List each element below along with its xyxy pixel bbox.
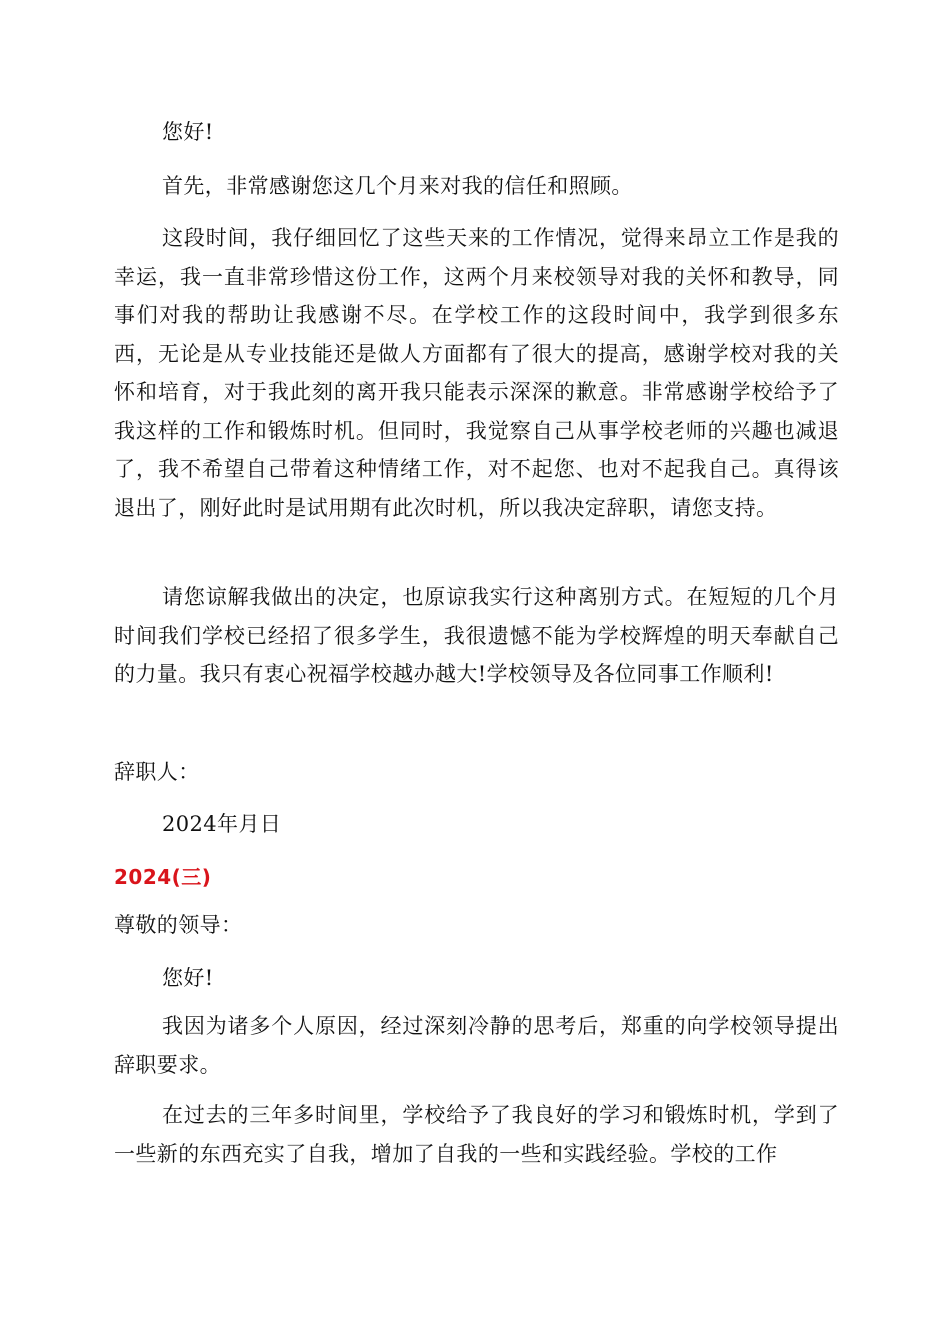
salutation: 尊敬的领导： <box>114 913 243 937</box>
paragraph-past-years: 在过去的三年多时间里，学校给予了我良好的学习和锻炼时机，学到了一些新的东西充实了自我，增加了自我的一些和实践经验。学校的工作 <box>114 1103 839 1166</box>
paragraph-apology: 请您谅解我做出的决定，也原谅我实行这种离别方式。在短短的几个月时间我们学校已经招了很多学生，我很遗憾不能为学校辉煌的明天奉献自己的力量。我只有衷心祝福学校越办越大!学校领导及各位同事工作顺利! <box>114 585 839 686</box>
section-heading: 2024(三) <box>114 865 212 889</box>
paragraph-resignation-request: 我因为诸多个人原因，经过深刻冷静的思考后，郑重的向学校领导提出辞职要求。 <box>114 1014 839 1077</box>
greeting-2: 您好! <box>162 966 214 990</box>
paragraph-thanks: 首先，非常感谢您这几个月来对我的信任和照顾。 <box>162 174 633 198</box>
date-line: 2024年月日 <box>162 812 282 836</box>
paragraph-reflection: 这段时间，我仔细回忆了这些天来的工作情况，觉得来昂立工作是我的幸运，我一直非常珍惜这份工作，这两个月来校领导对我的关怀和教导，同事们对我的帮助让我感谢不尽。在学校工作的这段时间中，我学到很多东西，无论是从专业技能还是做人方面都有了很大的提高，感谢学校对我的关怀和培育，对于我此刻的离开我只能表示深深的歉意。非常感谢学校给予了我这样的工作和锻炼时机。但同时，我觉察自己从事学校老师的兴趣也减退了，我不希望自己带着这种情绪工作，对不起您、也对不起我自己。真得该退出了，刚好此时是试用期有此次时机，所以我决定辞职，请您支持。 <box>114 226 839 520</box>
greeting: 您好! <box>162 120 214 144</box>
signature-label: 辞职人： <box>114 760 200 784</box>
